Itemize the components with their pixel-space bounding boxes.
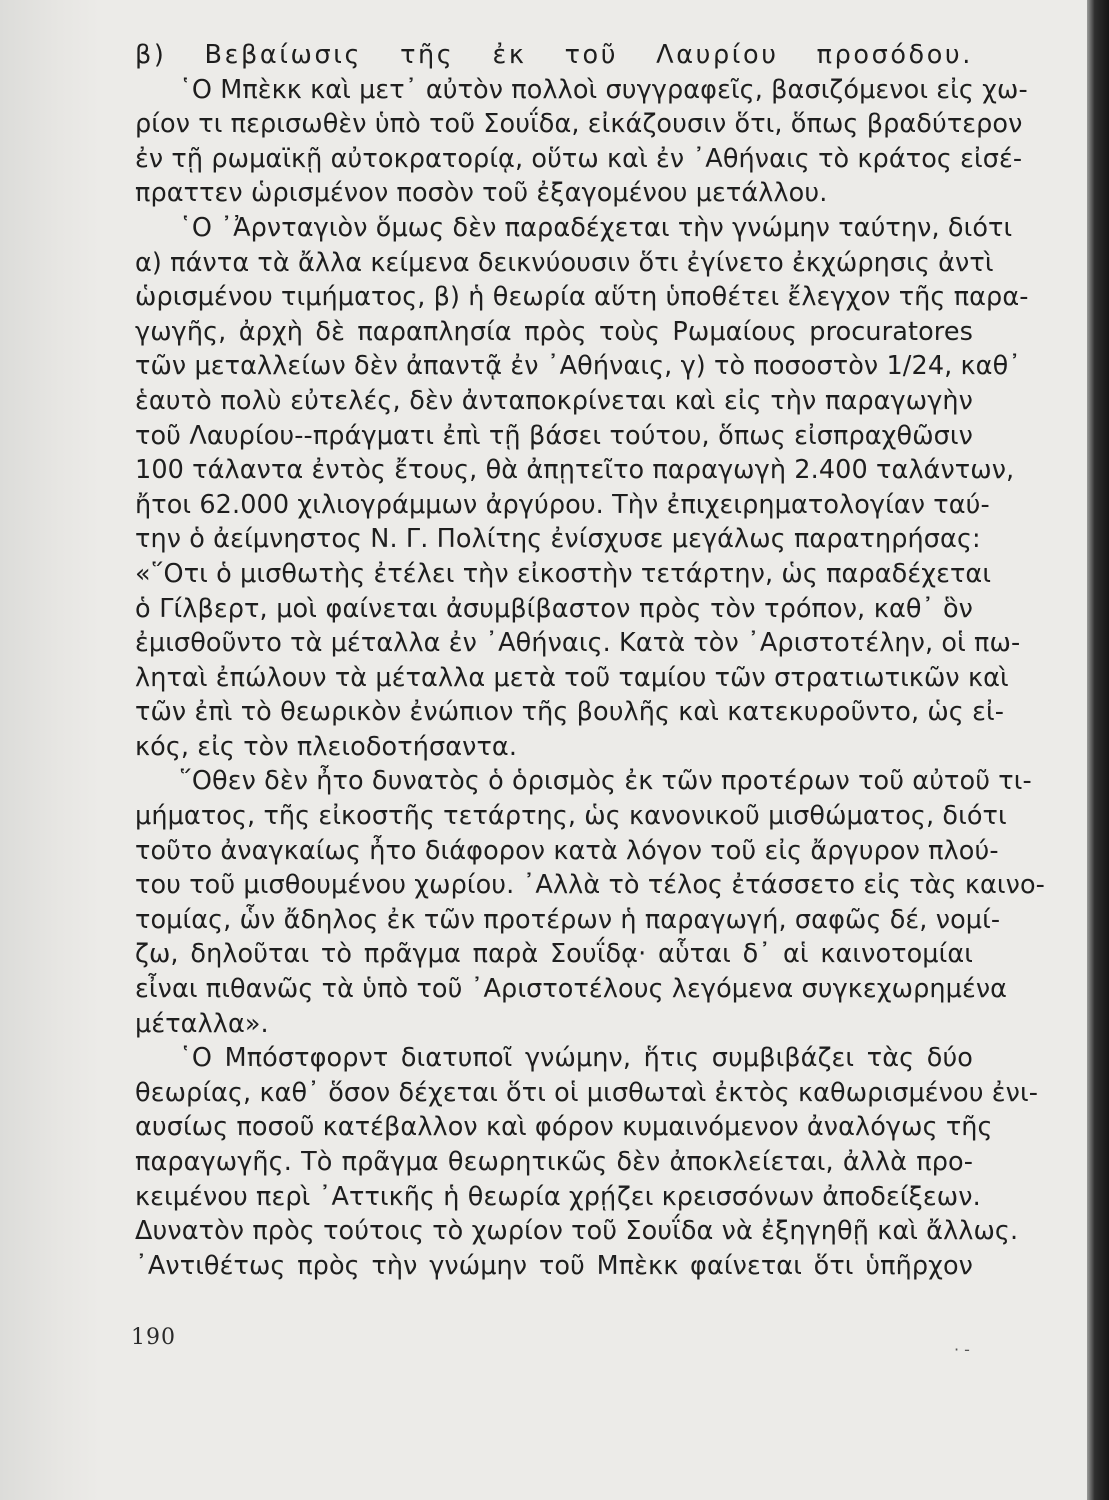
text-line: ῞Οθεν δὲν ἦτο δυνατὸς ὁ ὁρισμὸς ἐκ τῶν προτέρων τοῦ αὐτοῦ τι-	[179, 766, 1032, 797]
text-line: αυσίως ποσοῦ κατέβαλλον καὶ φόρον κυμαινόμενον ἀναλόγως τῆς	[135, 1112, 993, 1143]
text-line: ἐν τῇ ρωμαϊκῇ αὐτοκρατορίᾳ, οὕτω καὶ ἐν ᾽Αθήναις τὸ κράτος εἰσέ-	[135, 143, 1023, 174]
text-line: θεωρίας, καθ᾽ ὅσον δέχεται ὅτι οἱ μισθωταὶ ἐκτὸς καθωρισμένου ἐνι-	[135, 1077, 1039, 1108]
text-line: ἑαυτὸ πολὺ εὐτελές, δὲν ἀνταποκρίνεται καὶ εἰς τὴν παραγωγὴν	[135, 385, 973, 416]
text-line: τῶν ἐπὶ τὸ θεωρικὸν ἐνώπιον τῆς βουλῆς καὶ κατεκυροῦντο, ὡς εἰ-	[135, 697, 1004, 728]
text-line: παραγωγῆς. Τὸ πρᾶγμα θεωρητικῶς δὲν ἀποκλείεται, ἀλλὰ προ-	[135, 1147, 973, 1177]
page-edge-shadow	[0, 0, 100, 1500]
text-line: ἤτοι 62.000 χιλιογράμμων ἀργύρου. Τὴν ἐπιχειρηματολογίαν ταύ-	[135, 489, 990, 520]
text-line: εἶναι πιθανῶς τὰ ὑπὸ τοῦ ᾽Αριστοτέλους λεγόμενα συγκεχωρημένα	[135, 974, 1008, 1005]
text-line: γωγῆς, ἀρχὴ δὲ παραπλησία πρὸς τοὺς Ρωμαίους procuratores	[135, 316, 973, 347]
text-line: την ὁ ἀείμνηστος Ν. Γ. Πολίτης ἐνίσχυσε μεγάλως παρατηρήσας:	[135, 524, 981, 555]
stray-mark: · ‑	[954, 1340, 970, 1359]
text-line: «῞Οτι ὁ μισθωτὴς ἐτέλει τὴν εἰκοστὴν τετάρτην, ὡς παραδέχεται	[135, 558, 992, 589]
text-line: Δυνατὸν πρὸς τούτοις τὸ χωρίον τοῦ Σουΐδα νὰ ἐξηγηθῇ καὶ ἄλλως.	[135, 1216, 1019, 1247]
page-number: 190	[131, 1325, 176, 1350]
text-line: ῾Ο Μπὲκκ καὶ μετ᾽ αὐτὸν πολλοὶ συγγραφεῖς, βασιζόμενοι εἰς χω-	[179, 74, 1028, 105]
text-line: α) πάντα τὰ ἄλλα κείμενα δεικνύουσιν ὅτι ἐγίνετο ἐκχώρησις ἀντὶ	[135, 247, 994, 278]
text-line: ῾Ο ᾽Ἀρνταγιὸν ὅμως δὲν παραδέχεται τὴν γνώμην ταύτην, διότι	[179, 212, 1013, 243]
text-line: ὡρισμένου τιμήματος, β) ἡ θεωρία αὕτη ὑποθέτει ἔλεγχον τῆς παρα-	[135, 282, 1029, 313]
text-line: ὁ Γίλβερτ, μοὶ φαίνεται ἀσυμβίβαστον πρὸς τὸν τρόπον, καθ᾽ ὃν	[135, 593, 973, 624]
text-line: ῾Ο Μπόστφορντ διατυποῖ γνώμην, ἥτις συμβιβάζει τὰς δύο	[179, 1043, 973, 1074]
text-line: κειμένου περὶ ᾽Αττικῆς ἡ θεωρία χρῄζει κρεισσόνων ἀποδείξεων.	[135, 1181, 981, 1212]
body-text	[135, 38, 1045, 1283]
text-line: μήματος, τῆς εἰκοστῆς τετάρτης, ὡς κανονικοῦ μισθώματος, διότι	[135, 801, 1007, 832]
book-binding-gutter	[1087, 0, 1109, 1500]
section-heading: β) Βεβαίωσις τῆς ἐκ τοῦ Λαυρίου προσόδου.	[135, 40, 973, 70]
text-line: ρίον τι περισωθὲν ὑπὸ τοῦ Σουΐδα, εἰκάζουσιν ὅτι, ὅπως βραδύτερον	[135, 109, 1023, 140]
text-line: ζω, δηλοῦται τὸ πρᾶγμα παρὰ Σουΐδᾳ· αὗται δ᾽ αἱ καινοτομίαι	[135, 939, 973, 970]
text-line: ᾽Αντιθέτως πρὸς τὴν γνώμην τοῦ Μπὲκκ φαίνεται ὅτι ὑπῆρχον	[135, 1250, 973, 1281]
text-line: του τοῦ μισθουμένου χωρίου. ᾽Αλλὰ τὸ τέλος ἐτάσσετο εἰς τὰς καινο-	[135, 870, 1045, 901]
text-line: ληταὶ ἐπώλουν τὰ μέταλλα μετὰ τοῦ ταμίου τῶν στρατιωτικῶν καὶ	[135, 662, 1009, 693]
text-line: πραττεν ὡρισμένον ποσὸν τοῦ ἐξαγομένου μετάλλου.	[135, 178, 828, 209]
text-line: μέταλλα».	[135, 1008, 269, 1039]
text-line: 100 τάλαντα ἐντὸς ἔτους, θὰ ἀπῃτεῖτο παραγωγὴ 2.400 ταλάντων,	[135, 455, 1015, 486]
text-line: τοῦτο ἀναγκαίως ἦτο διάφορον κατὰ λόγον τοῦ εἰς ἄργυρον πλού-	[135, 835, 999, 866]
text-line: ἐμισθοῦντο τὰ μέταλλα ἐν ᾽Αθήναις. Κατὰ τὸν ᾽Αριστοτέλην, οἱ πω-	[135, 628, 1021, 659]
text-line: κός, εἰς τὸν πλειοδοτήσαντα.	[135, 731, 518, 762]
text-line: τοῦ Λαυρίου--πράγματι ἐπὶ τῇ βάσει τούτου, ὅπως εἰσπραχθῶσιν	[135, 420, 973, 451]
text-line: τομίας, ὧν ἄδηλος ἐκ τῶν προτέρων ἡ παραγωγή, σαφῶς δέ, νομί-	[135, 904, 1001, 935]
text-line: τῶν μεταλλείων δὲν ἀπαντᾷ ἐν ᾽Αθήναις, γ) τὸ ποσοστὸν 1/24, καθ᾽	[135, 351, 1022, 382]
